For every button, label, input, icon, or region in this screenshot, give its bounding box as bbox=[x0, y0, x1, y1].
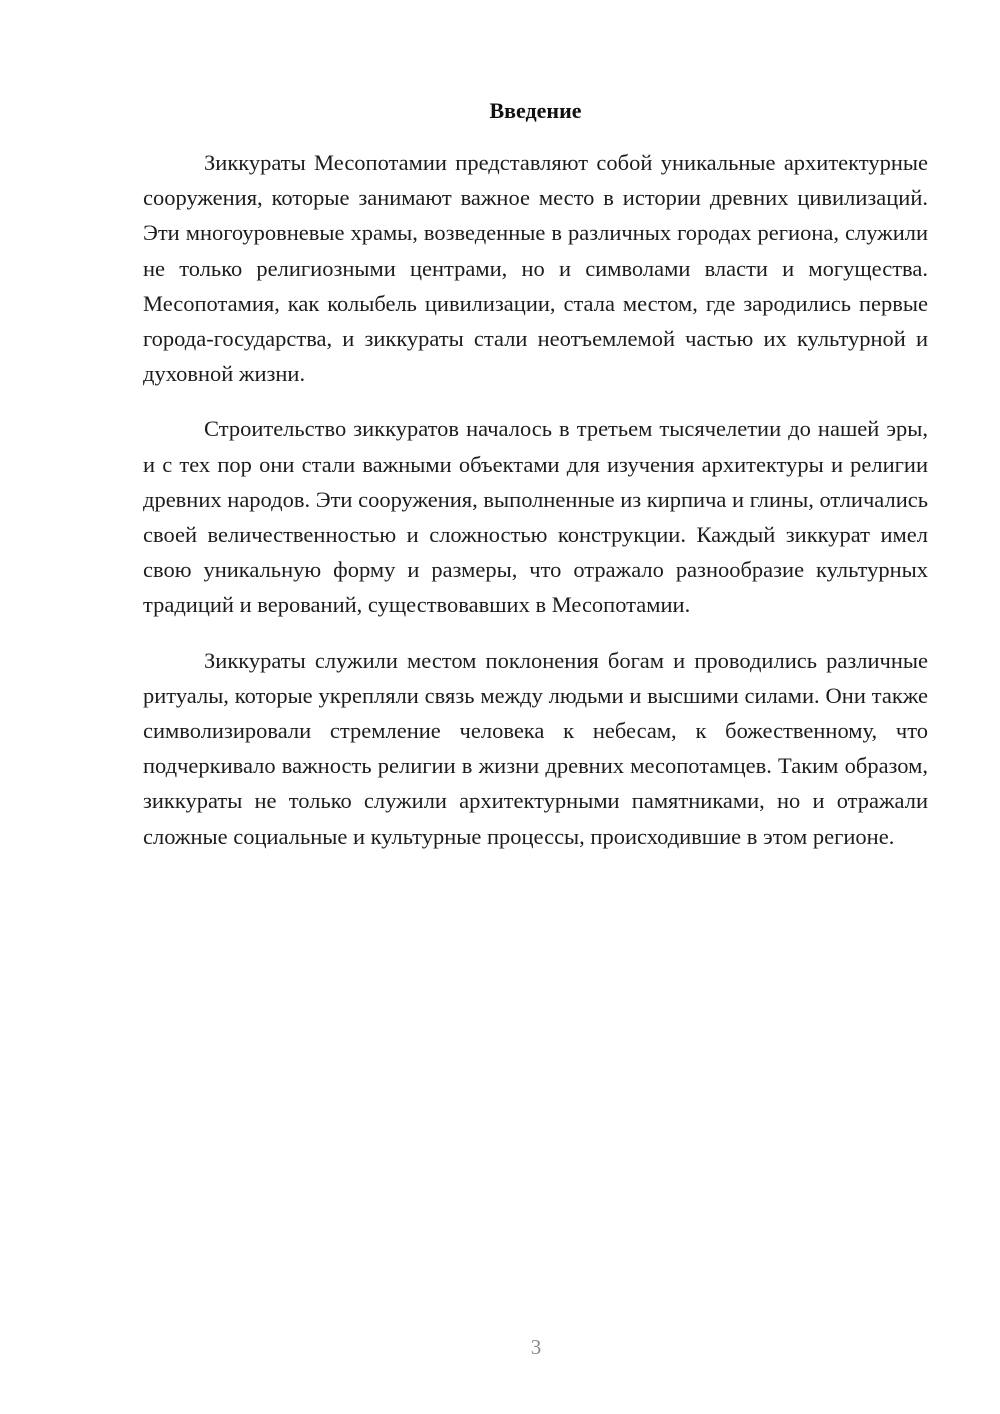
paragraph-2: Строительство зиккуратов началось в третьем тысячелетии до нашей эры, и с тех пор они стали важными объектами для изучения архитектуры и религии древних народов. Эти сооружения, выполненные из кирпича и глины, отличались своей величественностью и сложностью конструкции. Каждый зиккурат имел свою уникальную форму и размеры, что отражало разнообразие культурных традиций и верований, существовавших в Месопотамии. bbox=[143, 416, 928, 618]
section-heading: Введение bbox=[489, 98, 582, 123]
page-content bbox=[143, 96, 928, 874]
paragraph-1: Зиккураты Месопотамии представляют собой уникальные архитектурные сооружения, которые занимают важное место в истории древних цивилизаций. Эти многоуровневые храмы, возведенные в различных городах региона, служили не только религиозными центрами, но и символами власти и могущества. Месопотамия, как колыбель цивилизации, стала местом, где зародились первые города-государства, и зиккураты стали неотъемлемой частью их культурной и духовной жизни. bbox=[143, 150, 928, 387]
page-number: 3 bbox=[530, 1335, 542, 1359]
paragraph-3: Зиккураты служили местом поклонения богам и проводились различные ритуалы, которые укрепляли связь между людьми и высшими силами. Они также символизировали стремление человека к небесам, к божественному, что подчеркивало важность религии в жизни древних месопотамцев. Таким образом, зиккураты не только служили архитектурными памятниками, но и отражали сложные социальные и культурные процессы, происходившие в этом регионе. bbox=[143, 647, 928, 849]
